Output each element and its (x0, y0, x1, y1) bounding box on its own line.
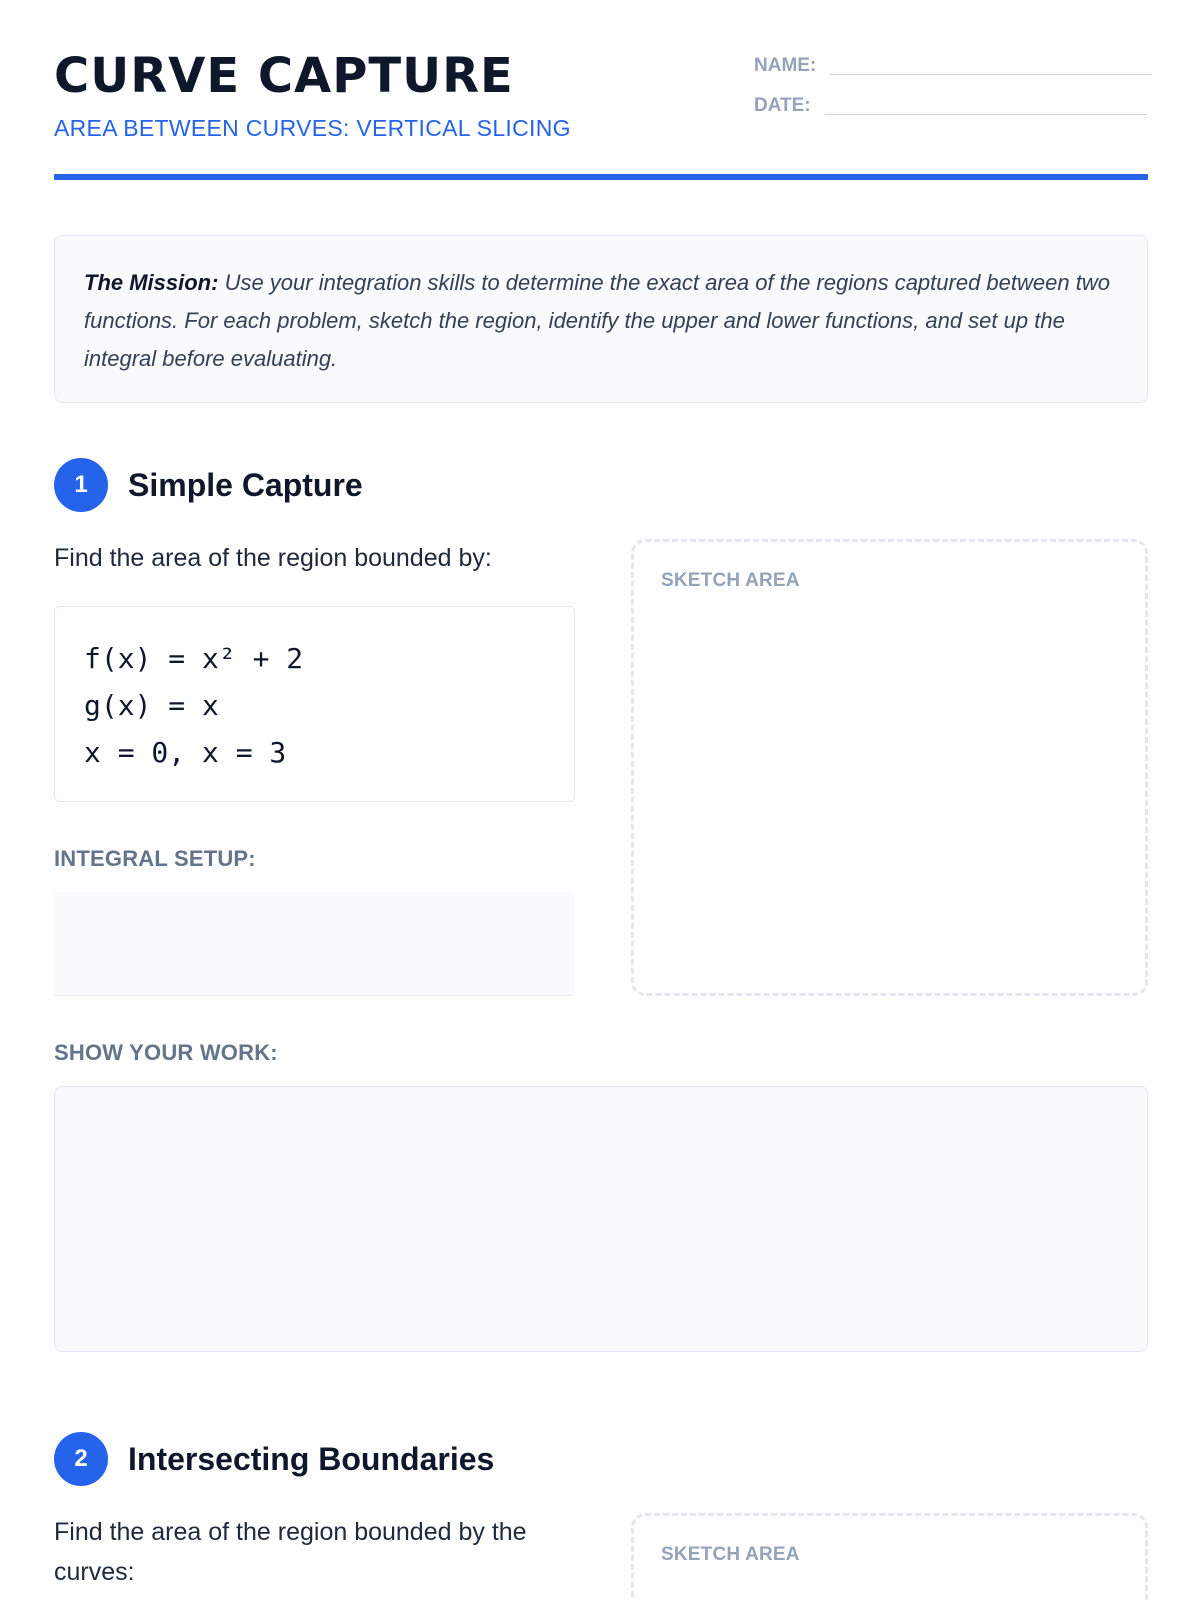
functions-box (54, 606, 575, 802)
show-work-label: SHOW YOUR WORK: (54, 1040, 278, 1065)
date-field[interactable] (825, 114, 1147, 115)
page-title: CURVE CAPTURE (54, 48, 514, 104)
problem-title: Intersecting Boundaries (128, 1440, 495, 1477)
mission-label: The Mission: (84, 270, 219, 295)
problem-number-badge: 1 (54, 458, 108, 512)
mission-box (54, 235, 1148, 403)
date-row (754, 96, 1147, 115)
sketch-area-label: SKETCH AREA (661, 1544, 800, 1565)
name-row (754, 56, 1152, 75)
problem-prompt: Find the area of the region bounded by: (54, 544, 492, 572)
problem-1-header (54, 458, 363, 512)
problem-prompt: Find the area of the region bounded by the curves: (54, 1518, 527, 1586)
bounds: x = 0, x = 3 (84, 736, 287, 769)
problem-number-badge: 2 (54, 1432, 108, 1486)
function-g: g(x) = x (84, 689, 219, 722)
integral-setup-label: INTEGRAL SETUP: (54, 846, 256, 871)
header-divider (54, 174, 1148, 180)
name-label: NAME: (754, 55, 817, 76)
name-field[interactable] (830, 74, 1152, 75)
integral-setup-field[interactable] (54, 892, 575, 996)
sketch-area[interactable] (631, 539, 1148, 996)
mission-text: Use your integration skills to determine the exact area of the regions captured between two functions. For each problem, sketch the region, identify the upper and lower functions, and set up the integral before evaluating. (84, 270, 1110, 371)
problem-2-header (54, 1432, 494, 1486)
show-work-field[interactable] (54, 1086, 1148, 1352)
date-label: DATE: (754, 95, 811, 116)
function-f: f(x) = x² + 2 (84, 642, 304, 675)
sketch-area[interactable] (631, 1513, 1148, 1600)
problem-title: Simple Capture (128, 466, 363, 503)
sketch-area-label: SKETCH AREA (661, 570, 800, 591)
page-subtitle: AREA BETWEEN CURVES: VERTICAL SLICING (54, 115, 571, 141)
